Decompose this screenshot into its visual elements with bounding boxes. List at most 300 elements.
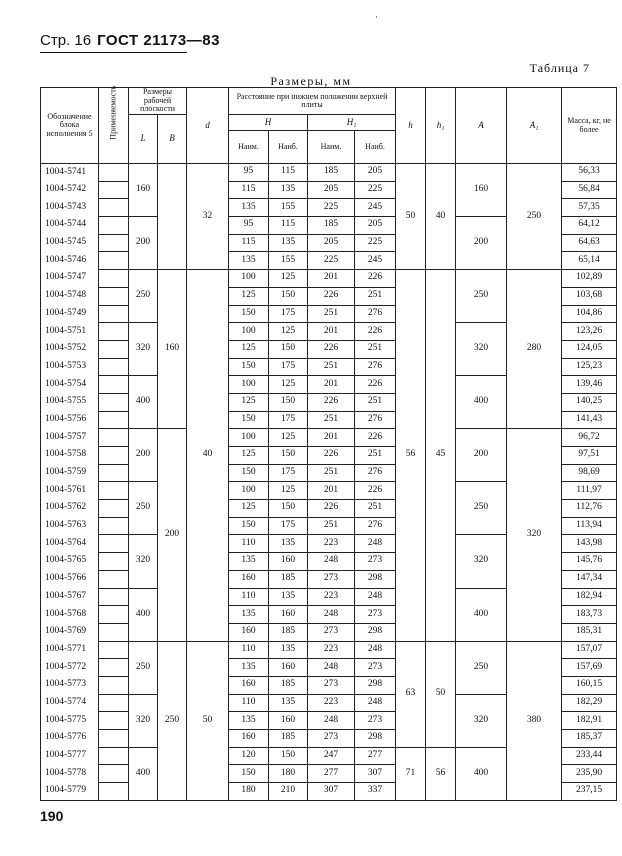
H-min-cell: 95 (229, 164, 269, 182)
H1-max-cell: 245 (355, 252, 396, 270)
H1-min-cell: 201 (308, 429, 355, 447)
H-max-cell: 160 (269, 659, 308, 677)
mass-cell: 160,15 (562, 676, 617, 694)
A-cell: 320 (456, 323, 507, 376)
H1-max-cell: 251 (355, 287, 396, 305)
H-min-cell: 180 (229, 783, 269, 801)
header-H1: H₁ (308, 115, 396, 131)
H-max-cell: 125 (269, 429, 308, 447)
applicability-cell (99, 376, 129, 394)
H1-min-cell: 226 (308, 393, 355, 411)
designation-cell: 1004-5747 (41, 270, 99, 288)
header-H1-min: Наим. (308, 131, 355, 164)
H1-min-cell: 248 (308, 659, 355, 677)
H-min-cell: 100 (229, 270, 269, 288)
mass-cell: 64,63 (562, 234, 617, 252)
H1-max-cell: 273 (355, 606, 396, 624)
A-cell: 250 (456, 641, 507, 694)
applicability-cell (99, 181, 129, 199)
H1-min-cell: 226 (308, 340, 355, 358)
H-max-cell: 185 (269, 730, 308, 748)
H1-min-cell: 223 (308, 588, 355, 606)
header-mass: Масса, кг, не более (562, 88, 617, 164)
applicability-cell (99, 252, 129, 270)
d-cell: 32 (187, 164, 229, 270)
mass-cell: 123,26 (562, 323, 617, 341)
designation-cell: 1004-5774 (41, 694, 99, 712)
B-cell: 250 (158, 641, 187, 800)
L-cell: 400 (129, 588, 158, 641)
L-cell: 250 (129, 270, 158, 323)
applicability-cell (99, 747, 129, 765)
mass-cell: 183,73 (562, 606, 617, 624)
H-max-cell: 125 (269, 482, 308, 500)
H1-max-cell: 226 (355, 482, 396, 500)
H1-min-cell: 226 (308, 500, 355, 518)
applicability-cell (99, 623, 129, 641)
H-max-cell: 135 (269, 694, 308, 712)
mass-cell: 96,72 (562, 429, 617, 447)
applicability-cell (99, 164, 129, 182)
H1-min-cell: 226 (308, 287, 355, 305)
A-cell: 200 (456, 217, 507, 270)
H-min-cell: 135 (229, 252, 269, 270)
H-min-cell: 150 (229, 358, 269, 376)
H-min-cell: 150 (229, 305, 269, 323)
H-max-cell: 175 (269, 464, 308, 482)
header-H-min: Наим. (229, 131, 269, 164)
H-max-cell: 180 (269, 765, 308, 783)
H1-min-cell: 251 (308, 517, 355, 535)
H-min-cell: 135 (229, 712, 269, 730)
H-max-cell: 135 (269, 234, 308, 252)
H-max-cell: 185 (269, 623, 308, 641)
A1-cell: 250 (507, 164, 562, 270)
H1-max-cell: 276 (355, 358, 396, 376)
H1-max-cell: 225 (355, 234, 396, 252)
applicability-cell (99, 553, 129, 571)
applicability-cell (99, 393, 129, 411)
table-row (41, 164, 617, 182)
H1-min-cell: 201 (308, 323, 355, 341)
table-row (41, 641, 617, 659)
H-max-cell: 150 (269, 747, 308, 765)
H1-min-cell: 251 (308, 411, 355, 429)
H-max-cell: 155 (269, 199, 308, 217)
applicability-cell (99, 535, 129, 553)
H-min-cell: 135 (229, 553, 269, 571)
mass-cell: 56,33 (562, 164, 617, 182)
designation-cell: 1004-5753 (41, 358, 99, 376)
designation-cell: 1004-5763 (41, 517, 99, 535)
applicability-cell (99, 411, 129, 429)
H1-max-cell: 273 (355, 712, 396, 730)
H-min-cell: 160 (229, 570, 269, 588)
header-rule (40, 52, 187, 53)
applicability-cell (99, 783, 129, 801)
H-max-cell: 175 (269, 305, 308, 323)
h1-cell: 56 (426, 747, 456, 800)
H-max-cell: 150 (269, 287, 308, 305)
A-cell: 250 (456, 270, 507, 323)
mass-cell: 98,69 (562, 464, 617, 482)
H-max-cell: 150 (269, 340, 308, 358)
H1-min-cell: 273 (308, 730, 355, 748)
header-applicability: Применяемость (99, 88, 129, 164)
H-min-cell: 100 (229, 482, 269, 500)
mass-cell: 147,34 (562, 570, 617, 588)
H-max-cell: 175 (269, 517, 308, 535)
mass-cell: 124,05 (562, 340, 617, 358)
B-cell: 160 (158, 270, 187, 429)
H1-min-cell: 185 (308, 164, 355, 182)
A1-cell: 380 (507, 641, 562, 800)
applicability-cell (99, 199, 129, 217)
A1-cell: 320 (507, 429, 562, 641)
L-cell: 200 (129, 429, 158, 482)
H1-min-cell: 247 (308, 747, 355, 765)
H-max-cell: 150 (269, 447, 308, 465)
mass-cell: 141,43 (562, 411, 617, 429)
H-min-cell: 120 (229, 747, 269, 765)
H-min-cell: 160 (229, 676, 269, 694)
H1-min-cell: 205 (308, 234, 355, 252)
header-d: d (187, 88, 229, 164)
H1-max-cell: 248 (355, 694, 396, 712)
designation-cell: 1004-5778 (41, 765, 99, 783)
header-h1: h₁ (426, 88, 456, 164)
H1-max-cell: 205 (355, 217, 396, 235)
H1-min-cell: 248 (308, 553, 355, 571)
designation-cell: 1004-5769 (41, 623, 99, 641)
H1-max-cell: 273 (355, 553, 396, 571)
H-min-cell: 150 (229, 411, 269, 429)
h1-cell: 45 (426, 270, 456, 641)
header-A: A (456, 88, 507, 164)
H-min-cell: 115 (229, 181, 269, 199)
H-max-cell: 150 (269, 500, 308, 518)
designation-cell: 1004-5777 (41, 747, 99, 765)
designation-cell: 1004-5745 (41, 234, 99, 252)
applicability-cell (99, 323, 129, 341)
d-cell: 40 (187, 270, 229, 641)
H1-max-cell: 298 (355, 676, 396, 694)
applicability-cell (99, 570, 129, 588)
page-number: 190 (40, 808, 64, 824)
applicability-cell (99, 694, 129, 712)
H-max-cell: 135 (269, 181, 308, 199)
H1-max-cell: 245 (355, 199, 396, 217)
H1-min-cell: 205 (308, 181, 355, 199)
H1-max-cell: 276 (355, 517, 396, 535)
H1-max-cell: 276 (355, 305, 396, 323)
H-min-cell: 100 (229, 376, 269, 394)
standard-number: ГОСТ 21173—83 (97, 32, 220, 49)
table-row (41, 270, 617, 288)
L-cell: 160 (129, 164, 158, 217)
H-max-cell: 115 (269, 164, 308, 182)
H1-max-cell: 248 (355, 641, 396, 659)
H1-min-cell: 251 (308, 305, 355, 323)
mass-cell: 143,98 (562, 535, 617, 553)
H1-max-cell: 273 (355, 659, 396, 677)
h-cell: 63 (396, 641, 426, 747)
H1-max-cell: 337 (355, 783, 396, 801)
applicability-cell (99, 482, 129, 500)
A-cell: 160 (456, 164, 507, 217)
H-min-cell: 110 (229, 588, 269, 606)
mass-cell: 182,29 (562, 694, 617, 712)
scan-speck: · (375, 12, 378, 22)
mass-cell: 140,25 (562, 393, 617, 411)
H1-max-cell: 225 (355, 181, 396, 199)
designation-cell: 1004-5756 (41, 411, 99, 429)
applicability-cell (99, 659, 129, 677)
applicability-cell (99, 447, 129, 465)
designation-cell: 1004-5768 (41, 606, 99, 624)
table-number: Таблица 7 (529, 61, 590, 75)
mass-cell: 185,37 (562, 730, 617, 748)
H1-min-cell: 226 (308, 447, 355, 465)
applicability-cell (99, 305, 129, 323)
applicability-cell (99, 676, 129, 694)
table-body (41, 164, 617, 801)
mass-cell: 111,97 (562, 482, 617, 500)
header-L: L (129, 115, 158, 164)
applicability-cell (99, 358, 129, 376)
H1-max-cell: 248 (355, 588, 396, 606)
header-H: H (229, 115, 308, 131)
mass-cell: 56,84 (562, 181, 617, 199)
designation-cell: 1004-5779 (41, 783, 99, 801)
B-cell: 200 (158, 429, 187, 641)
header-h: h (396, 88, 426, 164)
H1-max-cell: 251 (355, 393, 396, 411)
H-max-cell: 135 (269, 641, 308, 659)
H-min-cell: 125 (229, 340, 269, 358)
H1-min-cell: 251 (308, 358, 355, 376)
header-B: B (158, 115, 187, 164)
designation-cell: 1004-5767 (41, 588, 99, 606)
A-cell: 250 (456, 482, 507, 535)
L-cell: 250 (129, 482, 158, 535)
applicability-cell (99, 234, 129, 252)
applicability-cell (99, 217, 129, 235)
H1-max-cell: 251 (355, 500, 396, 518)
page-label: Стр. 16 (40, 32, 92, 49)
H-max-cell: 185 (269, 676, 308, 694)
designation-cell: 1004-5746 (41, 252, 99, 270)
H-max-cell: 135 (269, 588, 308, 606)
designation-cell: 1004-5743 (41, 199, 99, 217)
table-row (41, 429, 617, 447)
d-cell: 50 (187, 641, 229, 800)
h-cell: 50 (396, 164, 426, 270)
H1-max-cell: 226 (355, 429, 396, 447)
H1-max-cell: 226 (355, 376, 396, 394)
designation-cell: 1004-5761 (41, 482, 99, 500)
H1-min-cell: 273 (308, 570, 355, 588)
H-min-cell: 135 (229, 606, 269, 624)
H-min-cell: 135 (229, 659, 269, 677)
header-plate-size: Размеры рабочей плоскости (129, 88, 187, 115)
H1-max-cell: 298 (355, 570, 396, 588)
designation-cell: 1004-5748 (41, 287, 99, 305)
table-caption: Размеры, мм (270, 74, 352, 88)
A-cell: 400 (456, 376, 507, 429)
designation-cell: 1004-5755 (41, 393, 99, 411)
H1-min-cell: 277 (308, 765, 355, 783)
h-cell: 56 (396, 270, 426, 641)
H1-max-cell: 251 (355, 340, 396, 358)
H1-min-cell: 223 (308, 535, 355, 553)
A-cell: 320 (456, 694, 507, 747)
applicability-cell (99, 429, 129, 447)
H-min-cell: 110 (229, 694, 269, 712)
mass-cell: 125,23 (562, 358, 617, 376)
H-min-cell: 125 (229, 287, 269, 305)
applicability-cell (99, 730, 129, 748)
mass-cell: 102,89 (562, 270, 617, 288)
applicability-cell (99, 464, 129, 482)
L-cell: 200 (129, 217, 158, 270)
H-max-cell: 155 (269, 252, 308, 270)
mass-cell: 237,15 (562, 783, 617, 801)
H1-max-cell: 248 (355, 535, 396, 553)
H-max-cell: 160 (269, 712, 308, 730)
mass-cell: 65,14 (562, 252, 617, 270)
designation-cell: 1004-5741 (41, 164, 99, 182)
H-max-cell: 150 (269, 393, 308, 411)
applicability-cell (99, 340, 129, 358)
H1-max-cell: 277 (355, 747, 396, 765)
applicability-cell (99, 517, 129, 535)
A-cell: 200 (456, 429, 507, 482)
designation-cell: 1004-5744 (41, 217, 99, 235)
H-min-cell: 125 (229, 447, 269, 465)
H-min-cell: 110 (229, 535, 269, 553)
H1-max-cell: 226 (355, 270, 396, 288)
dimensions-table (40, 87, 617, 801)
H1-max-cell: 298 (355, 623, 396, 641)
H-max-cell: 125 (269, 376, 308, 394)
designation-cell: 1004-5749 (41, 305, 99, 323)
H1-max-cell: 276 (355, 411, 396, 429)
H-max-cell: 210 (269, 783, 308, 801)
H-min-cell: 150 (229, 765, 269, 783)
designation-cell: 1004-5751 (41, 323, 99, 341)
designation-cell: 1004-5775 (41, 712, 99, 730)
H1-min-cell: 201 (308, 376, 355, 394)
H-min-cell: 160 (229, 623, 269, 641)
mass-cell: 64,12 (562, 217, 617, 235)
H-min-cell: 160 (229, 730, 269, 748)
header-designation: Обозначение блока исполнения 5 (41, 88, 99, 164)
H-min-cell: 100 (229, 323, 269, 341)
page-header (40, 32, 220, 49)
H1-max-cell: 205 (355, 164, 396, 182)
h-cell: 71 (396, 747, 426, 800)
H-max-cell: 125 (269, 323, 308, 341)
designation-cell: 1004-5772 (41, 659, 99, 677)
H1-min-cell: 225 (308, 199, 355, 217)
H-min-cell: 125 (229, 393, 269, 411)
applicability-cell (99, 765, 129, 783)
H-max-cell: 115 (269, 217, 308, 235)
H1-min-cell: 201 (308, 270, 355, 288)
L-cell: 320 (129, 694, 158, 747)
H1-max-cell: 251 (355, 447, 396, 465)
designation-cell: 1004-5766 (41, 570, 99, 588)
H-min-cell: 150 (229, 517, 269, 535)
designation-cell: 1004-5773 (41, 676, 99, 694)
H-min-cell: 125 (229, 500, 269, 518)
applicability-cell (99, 641, 129, 659)
designation-cell: 1004-5771 (41, 641, 99, 659)
designation-cell: 1004-5765 (41, 553, 99, 571)
H-max-cell: 160 (269, 553, 308, 571)
mass-cell: 235,90 (562, 765, 617, 783)
mass-cell: 157,69 (562, 659, 617, 677)
H-min-cell: 95 (229, 217, 269, 235)
H1-max-cell: 226 (355, 323, 396, 341)
header-A1: A₁ (507, 88, 562, 164)
H-min-cell: 115 (229, 234, 269, 252)
mass-cell: 182,91 (562, 712, 617, 730)
mass-cell: 233,44 (562, 747, 617, 765)
H1-min-cell: 225 (308, 252, 355, 270)
A-cell: 320 (456, 535, 507, 588)
H-min-cell: 110 (229, 641, 269, 659)
mass-cell: 145,76 (562, 553, 617, 571)
applicability-cell (99, 270, 129, 288)
mass-cell: 97,51 (562, 447, 617, 465)
H1-min-cell: 248 (308, 712, 355, 730)
A1-cell: 280 (507, 270, 562, 429)
designation-cell: 1004-5776 (41, 730, 99, 748)
H1-min-cell: 223 (308, 641, 355, 659)
H1-max-cell: 307 (355, 765, 396, 783)
applicability-cell (99, 287, 129, 305)
L-cell: 320 (129, 535, 158, 588)
H1-max-cell: 298 (355, 730, 396, 748)
applicability-cell (99, 606, 129, 624)
H-max-cell: 135 (269, 535, 308, 553)
designation-cell: 1004-5758 (41, 447, 99, 465)
H1-min-cell: 201 (308, 482, 355, 500)
mass-cell: 185,31 (562, 623, 617, 641)
L-cell: 400 (129, 376, 158, 429)
H-max-cell: 175 (269, 358, 308, 376)
L-cell: 250 (129, 641, 158, 694)
applicability-cell (99, 500, 129, 518)
L-cell: 320 (129, 323, 158, 376)
H-max-cell: 175 (269, 411, 308, 429)
H1-min-cell: 307 (308, 783, 355, 801)
designation-cell: 1004-5754 (41, 376, 99, 394)
applicability-cell (99, 712, 129, 730)
designation-cell: 1004-5762 (41, 500, 99, 518)
header-H1-max: Наиб. (355, 131, 396, 164)
H1-min-cell: 248 (308, 606, 355, 624)
applicability-cell (99, 588, 129, 606)
A-cell: 400 (456, 747, 507, 800)
H1-min-cell: 185 (308, 217, 355, 235)
H-min-cell: 150 (229, 464, 269, 482)
H-min-cell: 100 (229, 429, 269, 447)
H1-min-cell: 273 (308, 623, 355, 641)
designation-cell: 1004-5752 (41, 340, 99, 358)
